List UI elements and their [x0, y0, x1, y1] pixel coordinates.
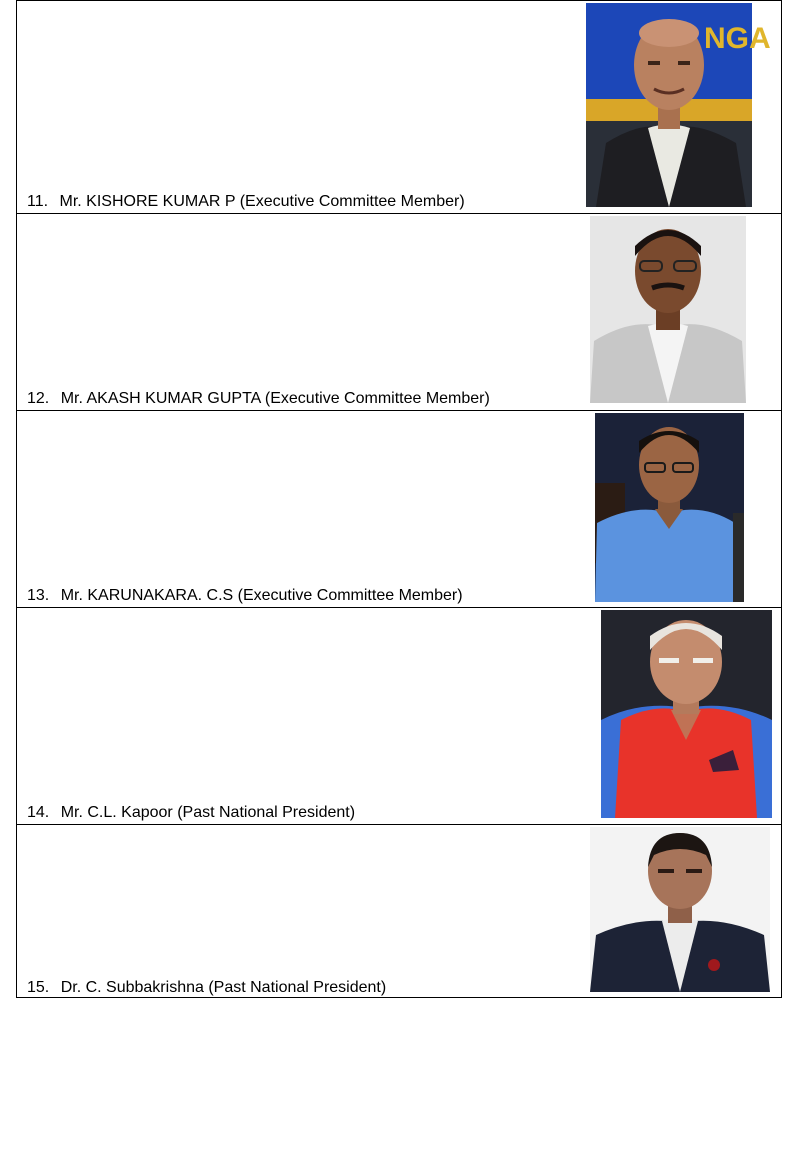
member-row: [17, 411, 781, 608]
member-row: [17, 1, 781, 214]
members-table: [16, 0, 782, 998]
member-row: [17, 608, 781, 825]
member-name: Mr. AKASH KUMAR GUPTA (Executive Committee Member): [60, 390, 490, 407]
member-number: 14.: [27, 804, 50, 821]
member-number: 11.: [27, 193, 49, 210]
member-photo: [586, 3, 771, 207]
member-caption: [27, 193, 465, 211]
member-photo: [590, 216, 746, 403]
member-caption: [27, 979, 386, 997]
member-name: Mr. KISHORE KUMAR P (Executive Committee Member): [59, 193, 465, 210]
member-name: Mr. C.L. Kapoor (Past National President): [60, 804, 356, 821]
member-number: 12.: [27, 390, 50, 407]
member-photo: [590, 827, 770, 992]
svg-text:NGA: NGA: [704, 22, 771, 55]
member-number: 15.: [27, 979, 50, 996]
member-photo: [595, 413, 744, 602]
member-photo: [601, 610, 772, 818]
member-number: 13.: [27, 587, 50, 604]
member-name: Mr. KARUNAKARA. C.S (Executive Committee Member): [60, 587, 463, 604]
member-caption: [27, 587, 463, 605]
member-name: Dr. C. Subbakrishna (Past National President): [60, 979, 387, 996]
member-row: [17, 825, 781, 999]
member-row: [17, 214, 781, 411]
member-caption: [27, 804, 355, 822]
member-caption: [27, 390, 490, 408]
